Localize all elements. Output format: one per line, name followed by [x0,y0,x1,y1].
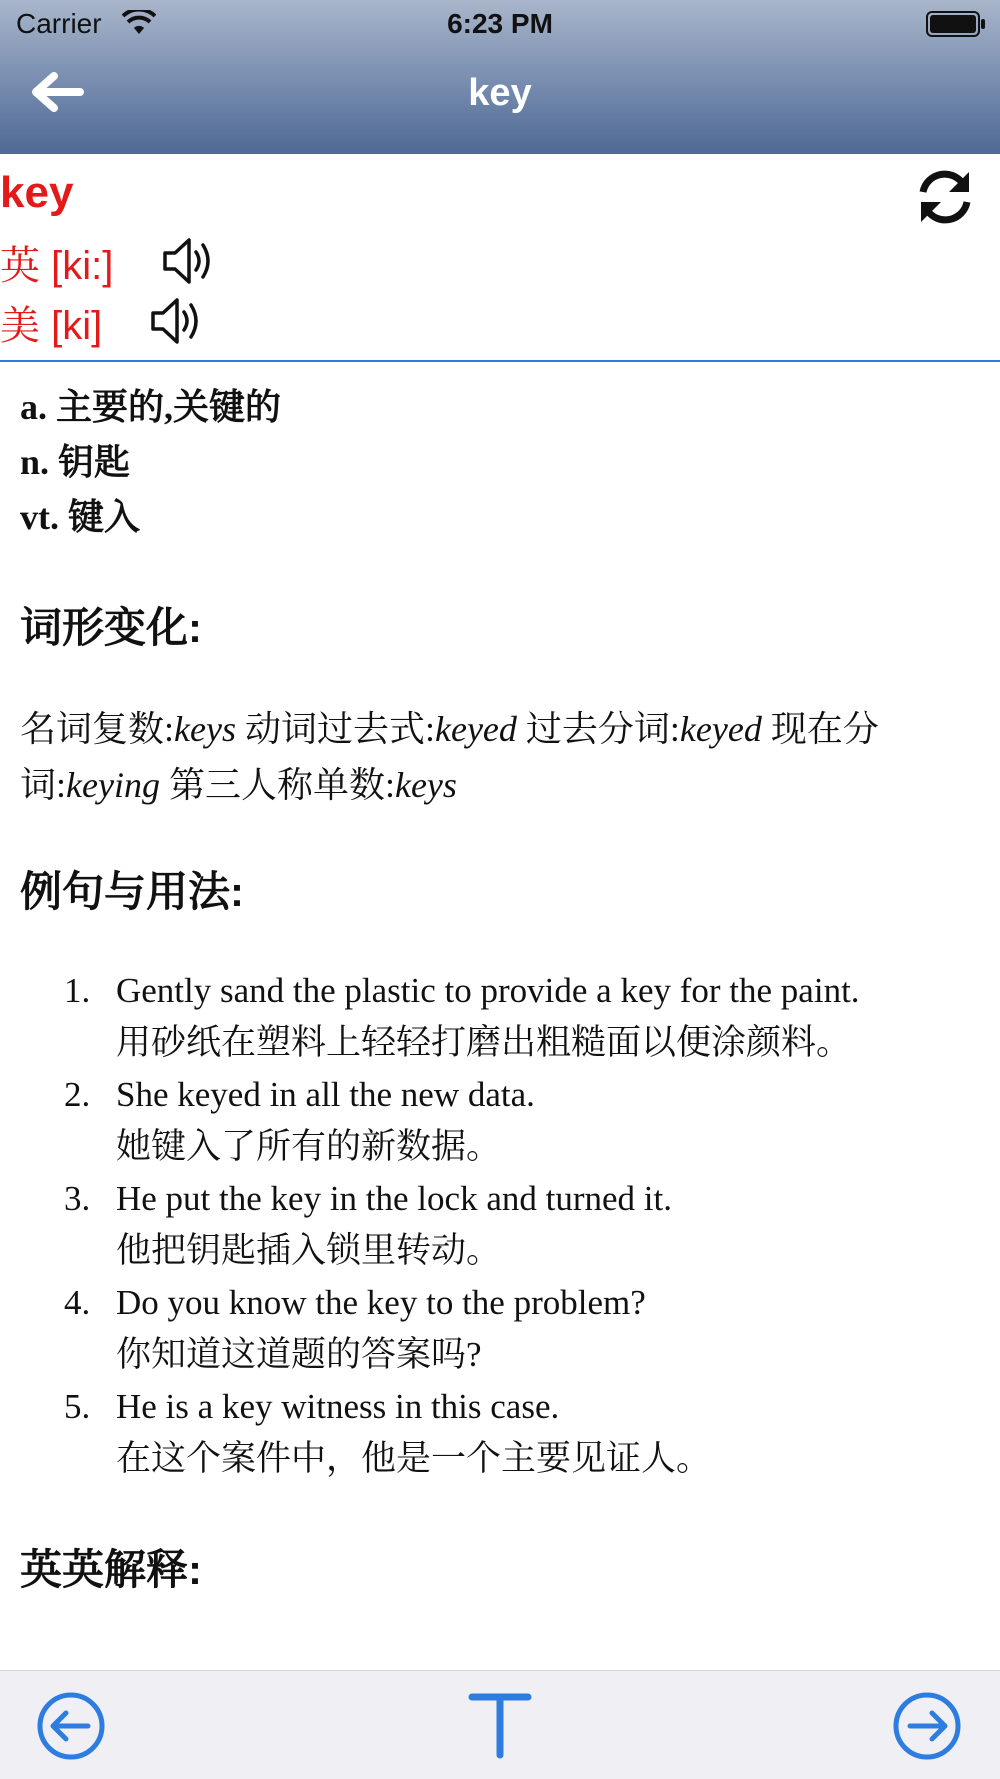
form-value: keys [394,765,457,805]
page-title: key [468,72,532,114]
font-size-button[interactable] [468,1691,532,1764]
example-english: Gently sand the plastic to provide a key for the paint. [116,971,860,1010]
example-number: 5. [64,1387,91,1426]
next-word-button[interactable] [892,1691,962,1766]
example-item [20,1069,980,1173]
example-number: 2. [64,1075,91,1114]
definition-line: a. 主要的,关键的 [20,387,282,427]
form-label: 第三人称单数: [168,765,395,805]
example-number: 1. [64,971,91,1010]
example-english: She keyed in all the new data. [116,1075,535,1114]
form-value: keying [66,765,160,805]
example-chinese: 在这个案件中，他是一个主要见证人。 [116,1439,712,1478]
next-circle-icon [892,1748,962,1765]
example-english: Do you know the key to the problem? [116,1283,646,1322]
form-label: 过去分词: [525,709,680,749]
status-time: 6:23 PM [447,8,553,39]
example-list [20,965,980,1485]
example-item [20,965,980,1069]
uk-speaker-button[interactable] [162,236,216,291]
refresh-button[interactable] [914,166,976,228]
form-label: 动词过去式: [244,709,435,749]
example-chinese: 你知道这道题的答案吗? [116,1335,482,1374]
form-value: keyed [679,709,762,749]
definition-line: vt. 键入 [20,497,140,537]
example-item [20,1173,980,1277]
word-forms-title: 词形变化: [20,604,202,651]
bottom-toolbar [0,1670,1000,1779]
speaker-icon [162,273,216,290]
uk-pronunciation: 英 [ki:] [0,244,114,288]
example-number: 4. [64,1283,91,1322]
form-label: 名词复数: [20,709,175,749]
example-item [20,1277,980,1381]
us-speaker-button[interactable] [150,296,204,351]
example-english: He put the key in the lock and turned it. [116,1179,672,1218]
us-pronunciation: 美 [ki] [0,304,103,348]
example-item [20,1381,980,1485]
previous-circle-icon [36,1748,106,1765]
example-english: He is a key witness in this case. [116,1387,560,1426]
speaker-icon [150,333,204,350]
previous-word-button[interactable] [36,1691,106,1766]
examples-title: 例句与用法: [20,868,244,915]
battery-icon [926,10,986,43]
form-value: keyed [434,709,517,749]
example-number: 3. [64,1179,91,1218]
definition-line: n. 钥匙 [20,442,131,482]
navigation-header [0,0,1000,154]
headword: key [0,168,74,217]
example-chinese: 他把钥匙插入锁里转动。 [116,1231,502,1270]
word-forms [20,701,970,813]
example-chinese: 用砂纸在塑料上轻轻打磨出粗糙面以便涂颜料。 [116,1023,852,1062]
text-size-icon [468,1746,532,1763]
status-bar [0,0,1000,50]
form-value: keys [174,709,236,749]
example-chinese: 她键入了所有的新数据。 [116,1127,502,1166]
carrier-label: Carrier [16,8,102,39]
refresh-icon [914,215,976,232]
form-label: 现在分词: [20,709,879,805]
dictionary-content [20,380,980,1597]
english-explanation-title: 英英解释: [20,1546,202,1593]
word-header [0,154,1000,362]
